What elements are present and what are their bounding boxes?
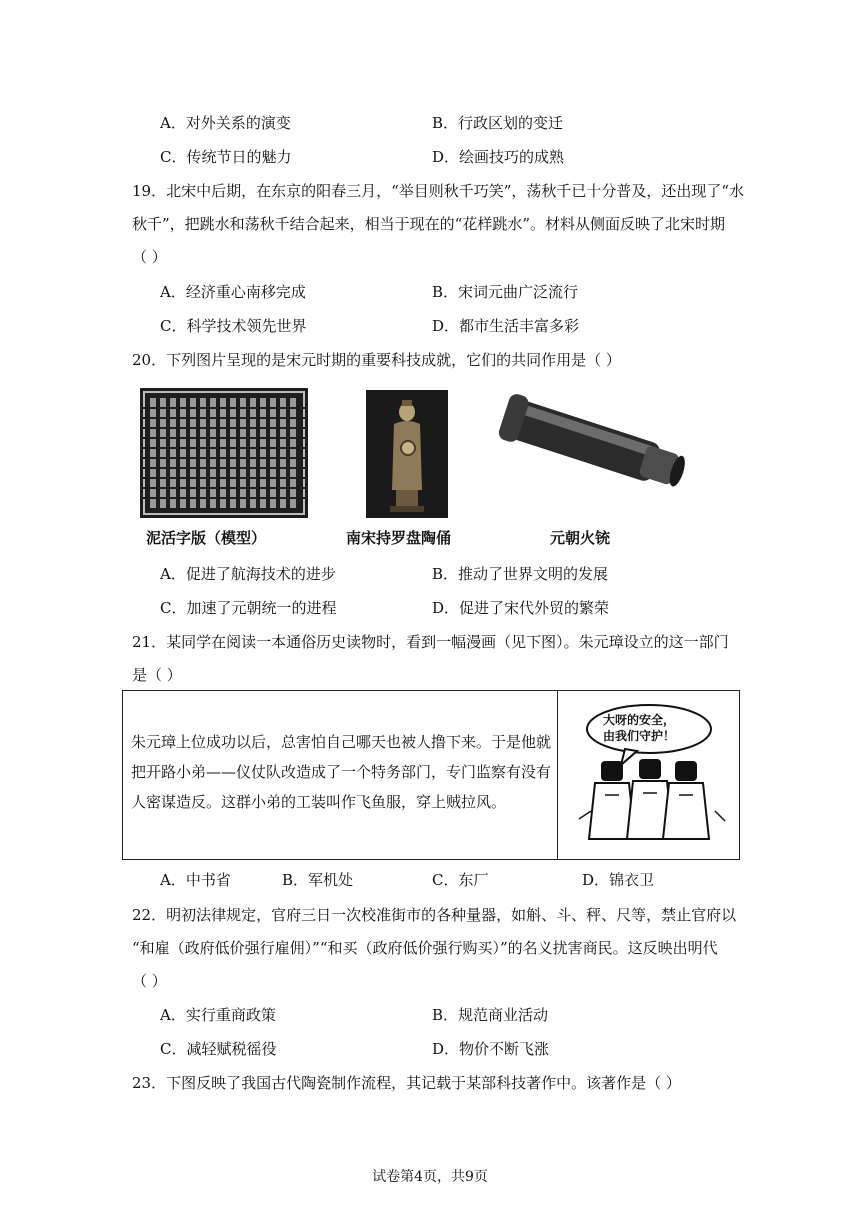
- q19-option-a: A．经济重心南移完成: [160, 283, 306, 301]
- q22-option-c: C．减轻赋税徭役: [160, 1040, 277, 1058]
- fire-gun-image: [494, 394, 692, 504]
- q19-option-d: D．都市生活丰富多彩: [432, 317, 580, 335]
- cartoon-bubble-line2: 由我们守护！: [603, 729, 676, 743]
- q21-stem-line2: 是（ ）: [132, 666, 182, 684]
- q18-option-a: A．对外关系的演变: [160, 114, 291, 132]
- q21-option-a: A．中书省: [160, 871, 231, 889]
- q21-stem-line1: 21．某同学在阅读一本通俗历史读物时，看到一幅漫画（见下图）。朱元璋设立的这一部门: [132, 633, 729, 651]
- q19-stem-line2: 秋千”，把跳水和荡秋千结合起来，相当于现在的“花样跳水”。材料从侧面反映了北宋时期: [132, 215, 726, 233]
- q21-material-text: 朱元璋上位成功以后，总害怕自己哪天也被人撸下来。于是他就把开路小弟——仪仗队改造成了一个特务部门，专门监察有没有人密谋造反。这群小弟的工装叫作飞鱼服，穿上贼拉风。: [131, 733, 552, 811]
- q22-option-a: A．实行重商政策: [160, 1006, 276, 1024]
- q18-option-b: B．行政区划的变迁: [432, 114, 564, 132]
- q20-stem: 20．下列图片呈现的是宋元时期的重要科技成就，它们的共同作用是（ ）: [132, 351, 621, 369]
- q22-option-b: B．规范商业活动: [432, 1006, 549, 1024]
- caption-compass-figurine: 南宋持罗盘陶俑: [346, 529, 452, 547]
- q19-option-b: B．宋词元曲广泛流行: [432, 283, 579, 301]
- q19-option-c: C．科学技术领先世界: [160, 317, 307, 335]
- movable-type-image: [140, 388, 308, 518]
- q21-box-divider: [557, 691, 558, 859]
- q22-stem-line1: 22．明初法律规定，官府三日一次校准街市的各种量器，如斛、斗、秤、尺等，禁止官府以: [132, 906, 737, 924]
- q20-option-c: C．加速了元朝统一的进程: [160, 599, 337, 617]
- q21-option-b: B．军机处: [282, 871, 354, 889]
- q23-stem: 23．下图反映了我国古代陶瓷制作流程，其记载于某部科技著作中。该著作是（ ）: [132, 1074, 681, 1092]
- caption-fire-gun: 元朝火铳: [550, 529, 611, 547]
- q21-material-box: [122, 690, 740, 860]
- cartoon-image: [565, 699, 733, 851]
- q20-option-b: B．推动了世界文明的发展: [432, 565, 609, 583]
- q22-stem-line2: “和雇（政府低价强行雇佣）”“和买（政府低价强行购买）”的名义扰害商民。这反映出明代: [132, 939, 718, 957]
- q20-option-a: A．促进了航海技术的进步: [160, 565, 336, 583]
- q19-stem-line3: （ ）: [132, 248, 167, 266]
- q18-option-d: D．绘画技巧的成熟: [432, 148, 565, 166]
- q19-stem-line1: 19．北宋中后期，在东京的阳春三月，“举目则秋千巧笑”，荡秋千已十分普及，还出现了“水: [132, 182, 745, 200]
- q21-option-d: D．锦衣卫: [582, 871, 655, 889]
- q22-option-d: D．物价不断飞涨: [432, 1040, 550, 1058]
- cartoon-bubble-line1: 大呀的安全，: [603, 713, 676, 727]
- caption-movable-type: 泥活字版（模型）: [146, 529, 267, 547]
- q18-option-c: C．传统节日的魅力: [160, 148, 292, 166]
- compass-figurine-image: [366, 390, 448, 518]
- page-footer: 试卷第4页，共9页: [372, 1169, 488, 1185]
- q22-stem-line3: （ ）: [132, 972, 167, 990]
- q20-option-d: D．促进了宋代外贸的繁荣: [432, 599, 610, 617]
- q21-option-c: C．东厂: [432, 871, 489, 889]
